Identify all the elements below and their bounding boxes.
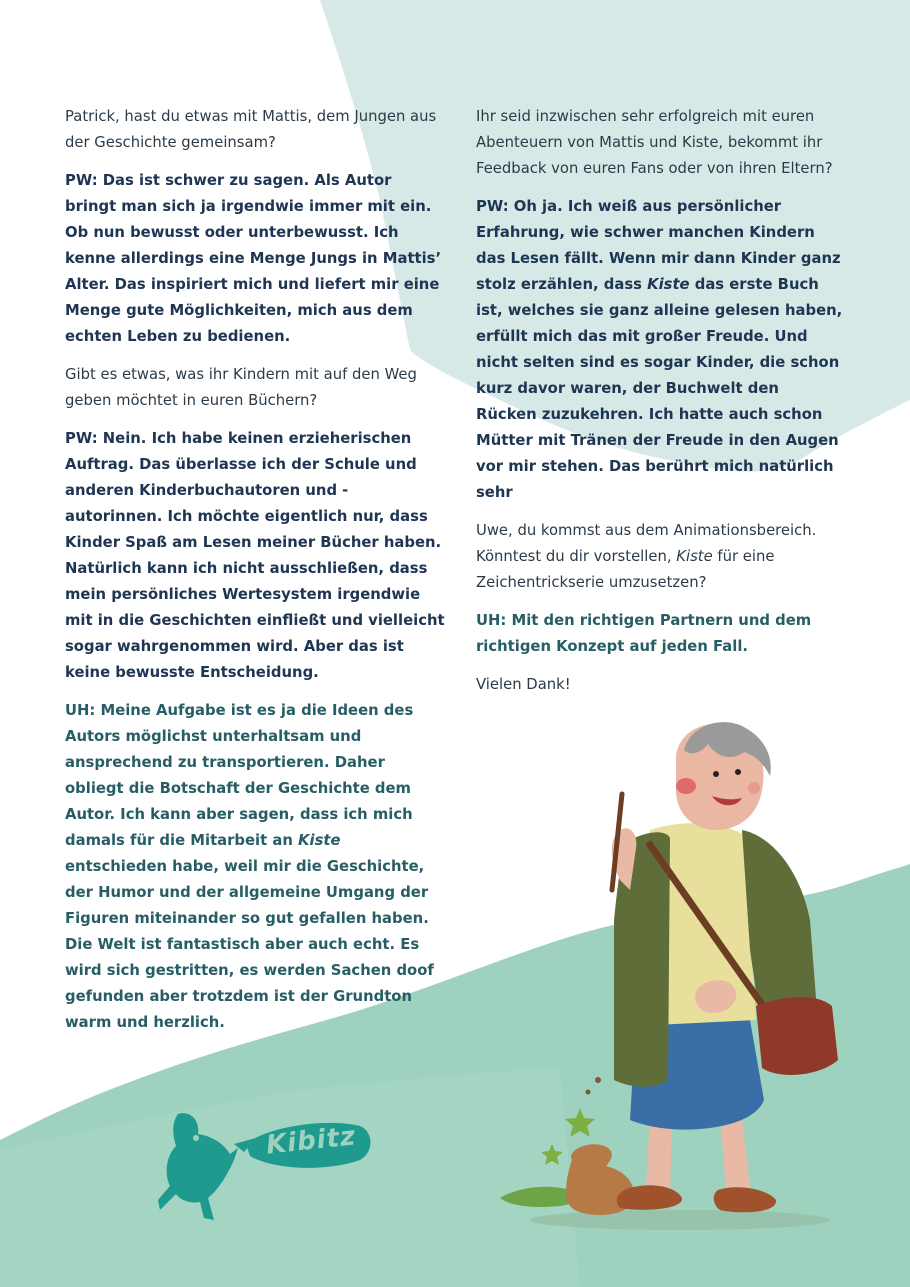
book-title-kiste: Kiste — [676, 548, 713, 565]
question-4-text: Uwe, du kommst aus dem Animationsbereich. Könntest du dir vorstellen, — [476, 522, 817, 565]
question-2: Gibt es etwas, was ihr Kindern mit auf den Weg geben möchtet in euren Büchern? — [65, 366, 417, 409]
answer-pw-2: PW: Nein. Ich habe keinen erzieherischen Auftrag. Das überlasse ich der Schule und anderen Kinderbuchautoren und -autorinnen. Ich möchte eigentlich nur, dass Kinder Spaß am Lesen meiner Bücher haben. Natürlich kann ich nicht ausschließen, dass mein persönliches Wertesystem irgendwie mit in die Geschichten einfließt und vielleicht sogar wahrgenommen wird. Aber das ist keine bewusste Entscheidung. — [65, 430, 445, 681]
answer-uh-2-text-cont: entschieden habe, weil mir die Geschichte, der Humor und der allgemeine Umgang der Figuren miteinander so gut gefallen haben. — [65, 858, 429, 927]
answer-pw-3-text-cont: das erste Buch ist, welches sie ganz alleine gelesen haben, erfüllt mich das mit großer Freude. Und nicht selten sind es sogar Kinder, die schon kurz davor waren, der Buchwelt den Rücken zuzukehren. Ich hatte auch schon Mütter mit Tränen der Freude in den Augen vor mir stehen. Das berührt mich natürlich sehr — [476, 276, 843, 501]
answer-uh-2 — [65, 698, 445, 1036]
answer-uh-2-text-end: Die Welt ist fantastisch aber auch echt. Es wird sich gestritten, es werden Sachen doof gefunden aber trotzdem ist der Grundton warm und herzlich. — [65, 936, 434, 1031]
old-man-with-wand-icon — [480, 720, 860, 1240]
answer-pw-3 — [476, 194, 844, 506]
answer-uh-2-text: UH: Meine Aufgabe ist es ja die Ideen des Autors möglichst unterhaltsam und ansprechend zu transportieren. Daher obliegt die Botschaft der Geschichte dem Autor. Ich kann aber sagen, dass ich mich damals für die Mitarbeit an — [65, 702, 414, 849]
kibitz-logo — [138, 1104, 378, 1228]
question-3: Ihr seid inzwischen sehr erfolgreich mit euren Abenteuern von Mattis und Kiste, bekommt ihr Feedback von euren Fans oder von ihren Eltern? — [476, 108, 833, 177]
right-column — [476, 104, 844, 710]
kibitz-logo-text: Kibitz — [264, 1121, 358, 1161]
book-title-kiste: Kiste — [647, 276, 690, 293]
left-column — [65, 104, 445, 1048]
answer-pw-1: PW: Das ist schwer zu sagen. Als Autor bringt man sich ja irgendwie immer mit ein. Ob nun bewusst oder unterbewusst. Ich kenne allerdings eine Menge Jungs in Mattis’ Alter. Das inspiriert mich und liefert mir eine Menge gute Möglichkeiten, mich aus dem echten Leben zu bedienen. — [65, 172, 442, 345]
question-4-text-cont: für eine Zeichentrickserie umzusetzen? — [476, 548, 775, 591]
question-4 — [476, 518, 844, 596]
answer-uh-4: UH: Mit den richtigen Partnern und dem richtigen Konzept auf jeden Fall. — [476, 612, 812, 655]
answer-pw-3-text: PW: Oh ja. Ich weiß aus persönlicher Erfahrung, wie schwer manchen Kindern das Lesen fällt. Wenn mir dann Kinder ganz stolz erzählen, dass — [476, 198, 841, 293]
book-title-kiste: Kiste — [298, 832, 341, 849]
question-1: Patrick, hast du etwas mit Mattis, dem Jungen aus der Geschichte gemeinsam? — [65, 108, 437, 151]
closing-thanks: Vielen Dank! — [476, 676, 571, 693]
